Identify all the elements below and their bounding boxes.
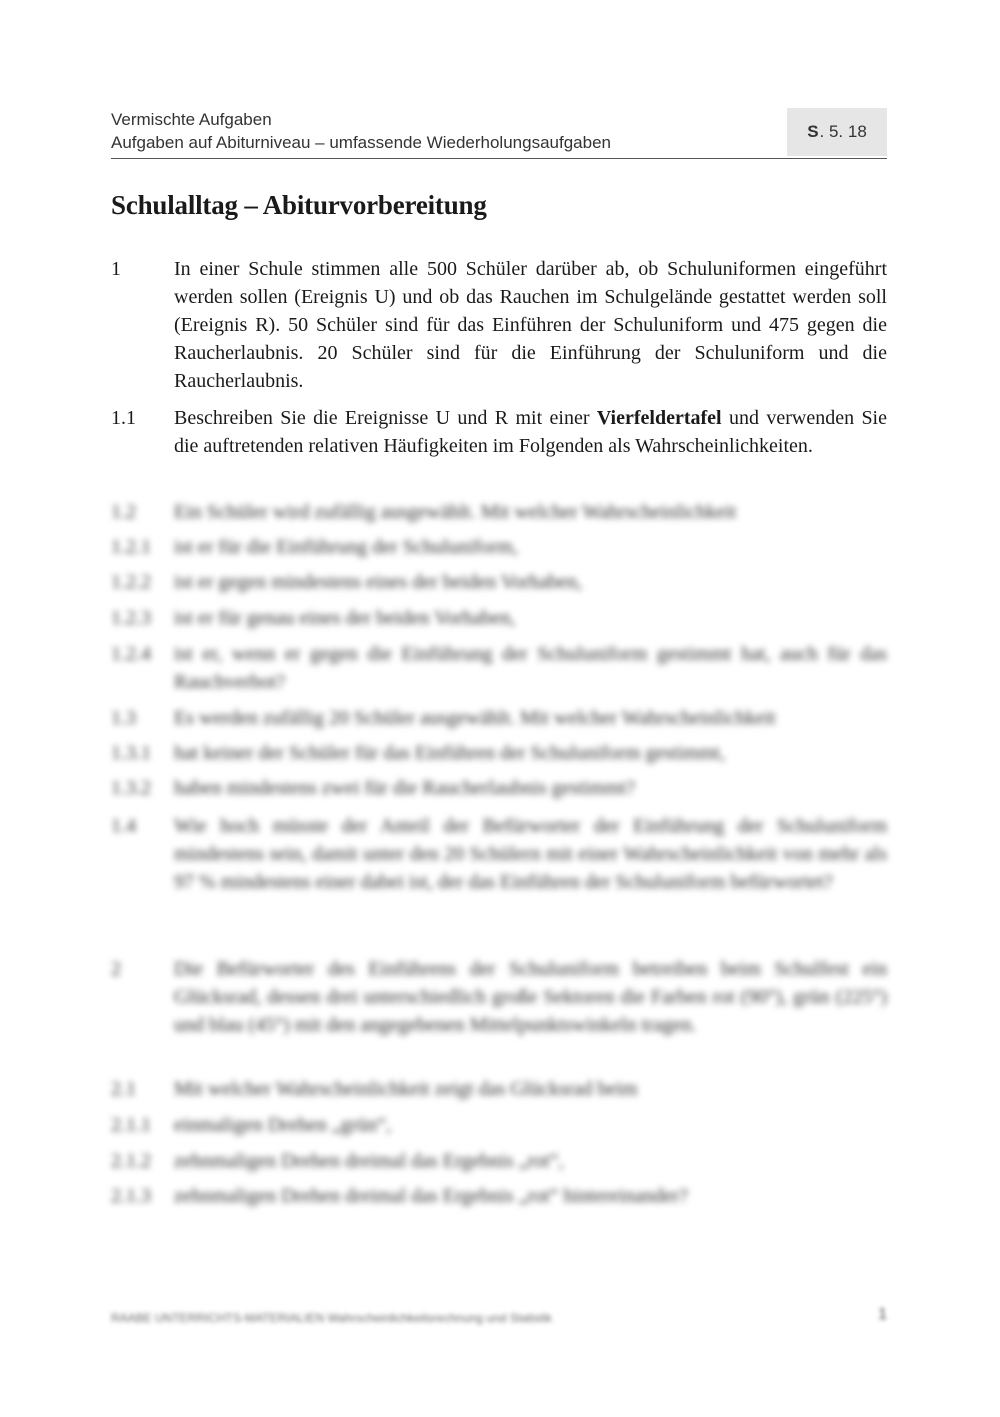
task-number: 1: [111, 258, 121, 280]
task-2-1: [111, 1075, 887, 1103]
task-1-3-2: [111, 774, 887, 802]
task-1-3: [111, 704, 887, 732]
footer-publisher: RAABE UNTERRICHTS-MATERIALIEN Wahrscheinlichkeitsrechnung und Statistik: [111, 1311, 552, 1325]
task-text: Ein Schüler wird zufällig ausgewählt. Mit welcher Wahrscheinlichkeit: [174, 501, 737, 523]
task-number: 1.1: [111, 407, 136, 429]
task-text: ist er für genau eines der beiden Vorhaben,: [174, 607, 516, 629]
page-prefix: S: [807, 122, 819, 141]
task-text: In einer Schule stimmen alle 500 Schüler darüber ab, ob Schuluniformen eingeführt werden sollen (Ereignis U) und ob das Rauchen im Schulgelände gestattet werden soll (Ereignis R). 50 Schüler sind für das Einführen der Schuluniform und 475 gegen die Raucherlaubnis. 20 Schüler sind für die Einführung der Schuluniform und die Raucherlaubnis.: [174, 258, 887, 392]
task-1-2-3: [111, 604, 887, 632]
task-number: 2: [111, 958, 121, 980]
task-number: 1.2.3: [111, 607, 151, 629]
task-1-1: [111, 404, 887, 460]
task-number: 1.3.1: [111, 742, 151, 764]
task-1-2-4: [111, 640, 887, 696]
task-number: 2.1.1: [111, 1114, 151, 1136]
task-1-2-1: [111, 533, 887, 561]
task-1-4: [111, 812, 887, 896]
task-text: haben mindestens zwei für die Raucherlaubnis gestimmt?: [174, 777, 635, 799]
task-text: Die Befürworter des Einführens der Schuluniform betreiben beim Schulfest ein Glücksrad, dessen drei unterschiedlich große Sektoren die Farben rot (90°), grün (225°) und blau (45°) mit den angegebenen Mittelpunktswinkeln tragen.: [174, 958, 887, 1036]
task-text: ist er gegen mindestens eines der beiden Vorhaben,: [174, 571, 583, 593]
task-text: hat keiner der Schüler für das Einführen der Schuluniform gestimmt,: [174, 742, 725, 764]
task-text-after: und verwenden Sie die auftretenden relativen Häufigkeiten im Folgenden als Wahrscheinlichkeiten.: [174, 407, 887, 457]
task-text: ist er für die Einführung der Schuluniform,: [174, 536, 518, 558]
task-2-1-1: [111, 1111, 887, 1139]
task-text-bold: Vierfeldertafel: [596, 407, 722, 429]
task-text: zehnmaligen Drehen dreimal das Ergebnis „rot“,: [174, 1150, 564, 1172]
task-2-1-2: [111, 1147, 887, 1175]
footer-page-number: 1: [878, 1306, 887, 1323]
task-number: 1.2.2: [111, 571, 151, 593]
task-number: 1.4: [111, 815, 136, 837]
page-header: [111, 108, 887, 159]
task-number: 1.2.4: [111, 643, 151, 665]
task-text: Es werden zufällig 20 Schüler ausgewählt. Mit welcher Wahrscheinlichkeit: [174, 707, 776, 729]
task-text: einmaligen Drehen „grün“,: [174, 1114, 392, 1136]
task-text-before: Beschreiben Sie die Ereignisse U und R mit einer: [174, 407, 597, 429]
task-text: [174, 404, 887, 460]
header-category: Vermischte Aufgaben: [111, 110, 272, 129]
task-2-1-3: [111, 1182, 887, 1210]
task-1: [111, 255, 887, 395]
task-text: zehnmaligen Drehen dreimal das Ergebnis „rot“ hintereinander?: [174, 1185, 688, 1207]
task-text: Wie hoch müsste der Anteil der Befürworter der Einführung der Schuluniform mindestens sein, damit unter den 20 Schülern mit einer Wahrscheinlichkeit von mehr als 97 % mindestens einer dabei ist, der das Einführen der Schuluniform befürwortet?: [174, 815, 887, 893]
task-number: 1.2.1: [111, 536, 151, 558]
task-1-3-1: [111, 739, 887, 767]
task-2: [111, 955, 887, 1039]
page-number-badge: [787, 108, 887, 156]
task-number: 1.3.2: [111, 777, 151, 799]
header-subtitle: Aufgaben auf Abiturniveau – umfassende Wiederholungsaufgaben: [111, 133, 611, 152]
task-number: 1.3: [111, 707, 136, 729]
task-number: 2.1.3: [111, 1185, 151, 1207]
task-number: 2.1: [111, 1078, 136, 1100]
task-number: 2.1.2: [111, 1150, 151, 1172]
task-1-2-2: [111, 568, 887, 596]
task-1-2: [111, 498, 887, 526]
task-text: ist er, wenn er gegen die Einführung der Schuluniform gestimmt hat, auch für das Rauchverbot?: [174, 643, 887, 693]
page-title: Schulalltag – Abiturvorbereitung: [111, 190, 487, 220]
task-text: Mit welcher Wahrscheinlichkeit zeigt das Glücksrad beim: [174, 1078, 638, 1100]
page-number: . 5. 18: [819, 122, 867, 141]
task-number: 1.2: [111, 501, 136, 523]
